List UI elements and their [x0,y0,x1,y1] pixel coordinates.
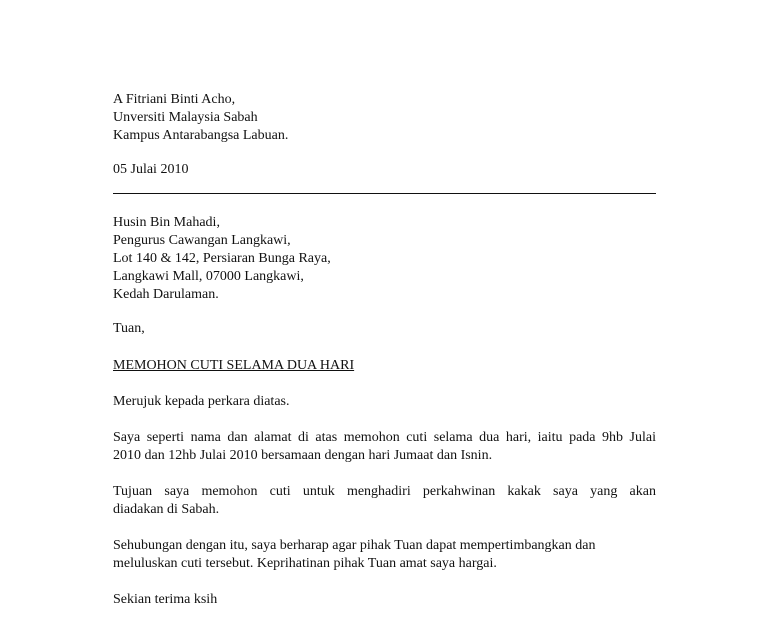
paragraph-line: Sehubungan dengan itu, saya berharap agar pihak Tuan dapat mempertimbangkan dan [113,538,596,553]
divider-line [113,193,656,194]
recipient-line: Lot 140 & 142, Persiaran Bunga Raya, [113,251,331,266]
letter-date [113,161,656,179]
salutation [113,320,656,338]
date-text: 05 Julai 2010 [113,162,189,177]
subject-text: MEMOHON CUTI SELAMA DUA HARI [113,358,355,373]
subject-heading [113,357,656,375]
closing [113,591,656,609]
recipient-line: Kedah Darulaman. [113,287,219,302]
paragraph-line: Saya seperti nama dan alamat di atas memohon cuti selama dua hari, iaitu pada 9hb Julai [113,430,656,445]
paragraph-line: Tujuan saya memohon cuti untuk menghadiri perkahwinan kakak saya yang akan [113,484,656,499]
salutation-text: Tuan, [113,321,145,336]
paragraph-1 [113,393,656,411]
recipient-line: Husin Bin Mahadi, [113,215,220,230]
paragraph-line: meluluskan cuti tersebut. Keprihatinan pihak Tuan amat saya hargai. [113,556,497,571]
recipient-address [113,214,656,304]
recipient-line: Pengurus Cawangan Langkawi, [113,233,291,248]
sender-name: A Fitriani Binti Acho, [113,92,236,107]
paragraph-4 [113,537,656,573]
paragraph-text: Merujuk kepada perkara diatas. [113,394,290,409]
recipient-line: Langkawi Mall, 07000 Langkawi, [113,269,304,284]
sender-institution: Unversiti Malaysia Sabah [113,110,258,125]
sender-campus: Kampus Antarabangsa Labuan. [113,128,289,143]
paragraph-line: diadakan di Sabah. [113,502,220,517]
closing-text: Sekian terima ksih [113,592,218,607]
sender-address [113,91,656,145]
paragraph-3 [113,483,656,519]
paragraph-2 [113,429,656,465]
paragraph-line: 2010 dan 12hb Julai 2010 bersamaan dengan hari Jumaat dan Isnin. [113,448,493,463]
